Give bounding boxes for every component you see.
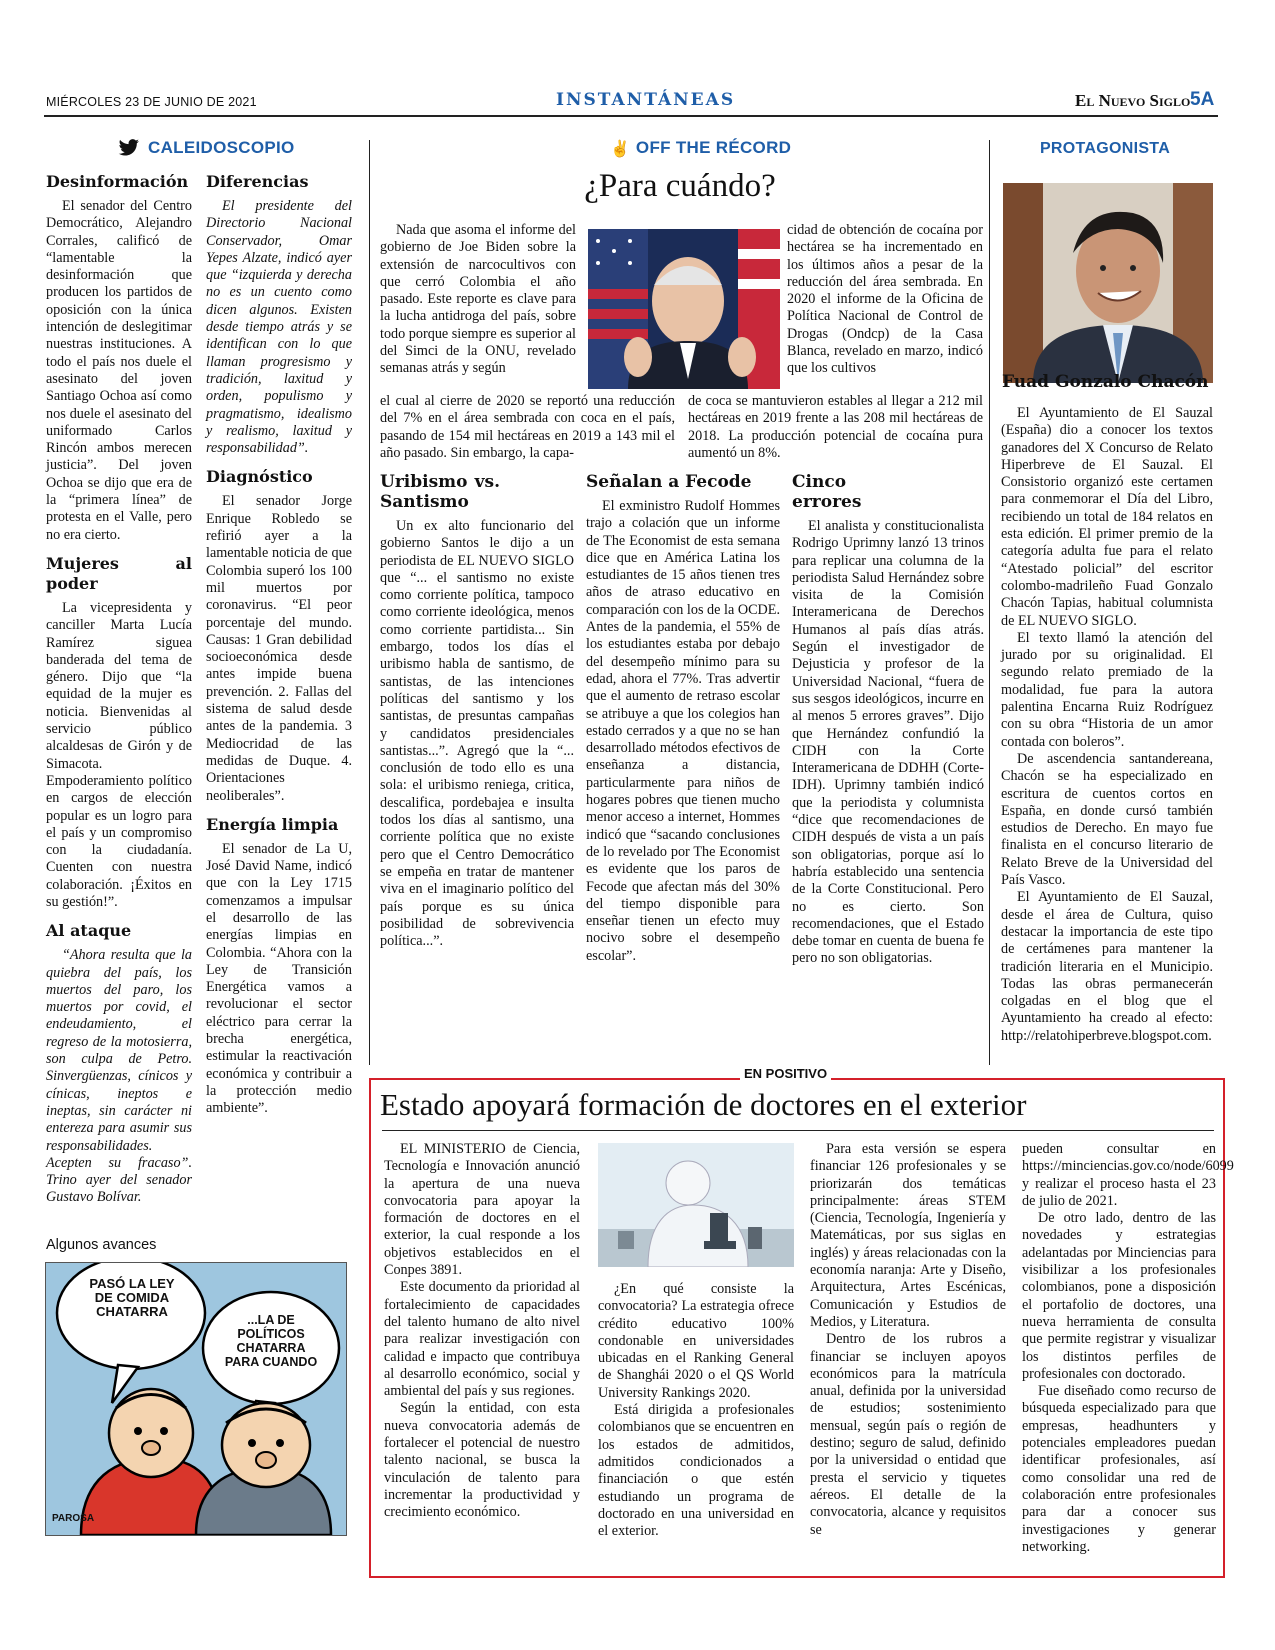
energia-heading: Energía limpia — [206, 814, 339, 834]
en-positivo-c1-p3: Según la entidad, con esta nueva convocatoria además de fortalecer el potencial de nuestro talento nacional, se busca la vinculación de talento para incrementar la productividad y crecimiento económico. — [384, 1400, 580, 1521]
lead-text-c: el cual al cierre de 2020 se reportó una reducción del 7% en el área sembrada con coca en el país, pasando de 154 mil hectáreas en 2019 a 143 mil el año pasado. Sin embargo, la capa- — [380, 393, 675, 461]
en-positivo-col2 — [598, 1281, 794, 1540]
biden-photo — [588, 229, 780, 389]
lead-text-b: cidad de obtención de cocaína por hectárea se ha incrementado en los últimos años a pesar de la reducción del área sembrada. En 2020 el informe de la Oficina de Política Nacional de Control de Drogas (Ondcp) de la Casa Blanca, revelado en marzo, indicó que los cultivos — [787, 222, 983, 377]
column-rule-right — [989, 140, 990, 1065]
fecode-text: El exministro Rudolf Hommes trajo a colación que un informe de The Economist de esta semana dice que en América Latina los estudiantes de 15 años tienen tres años de atraso educativo en comparación con los de la OCDE. Antes de la pandemia, el 55% de los estudiantes estaba por debajo del desempeño mínimo para su edad, ahora el 77%. Tras advertir que el aumento de retraso escolar se atribuye a que los colegios han estado cerrados y a que no se han desarrollado métodos efectivos de enseñanza a distancia, particularmente para niños de hogares pobres que tienen mucho menor acceso a internet, Hommes indicó que “sacando conclusiones de lo revelado por The Economist es evidente que los paros de Fecode que afectan más del 30% del tiempo disponible para enseñar tienen un efecto muy nocivo sobre el desempeño escolar”. — [586, 498, 780, 964]
diagnostico-heading: Diagnóstico — [206, 467, 313, 487]
header-date: MIÉRCOLES 23 DE JUNIO DE 2021 — [46, 95, 257, 109]
protagonista-p4: El Ayuntamiento de El Sauzal, desde el área de Cultura, quiso destacar la importancia de este tipo de certámenes para mantener la tradición literaria en el Municipio. Todas las obras permanecerán colgadas en el blog que el Ayuntamiento ha creado al efecto: http://relatohiperbreve.blogspot.com. — [1001, 889, 1213, 1044]
mujeres-heading: Mujeres al poder — [46, 553, 192, 593]
lead-text-d: de coca se mantuvieron estables al llegar a 212 mil hectáreas en 2019 frente a las 208 mil hectáreas de 2018. La producción potencial de cocaína pura aumentó un 8%. — [688, 393, 983, 461]
en-positivo-title: Estado apoyará formación de doctores en el exterior — [380, 1087, 1027, 1122]
off-record-kicker: OFF THE RÉCORD — [635, 138, 792, 157]
cartoon-label: Algunos avances — [46, 1237, 157, 1253]
lead-text-a: Nada que asoma el informe del gobierno de Joe Biden sobre la extensión de narcocultivos con que cerró Colombia el año pasado. Este reporte es clave para la lucha antidroga del país, sobre todo porque siempre es superior al del Simci de la ONU, revelado semanas atrás y según — [380, 222, 576, 377]
uribismo-column — [380, 472, 574, 950]
protagonista-body — [1001, 405, 1213, 1045]
en-positivo-kicker: EN POSITIVO — [740, 1066, 831, 1081]
off-record-lead-c — [380, 393, 675, 462]
off-record-title: ¿Para cuándo? — [584, 168, 776, 204]
cartoon-signature: PAROSA — [52, 1513, 95, 1524]
lab-photo — [598, 1143, 794, 1267]
fecode-column — [586, 472, 780, 965]
en-positivo-col3 — [810, 1141, 1006, 1539]
off-record-lead-a — [380, 222, 576, 378]
uribismo-heading: Uribismo vs. Santismo — [380, 472, 500, 512]
protagonista-p3: De ascendencia santandereana, Chacón se ha especializado en escritura de cuentos cortos en España, en donde cursó también estudios de Derecho. En mayo fue finalista en el concurso literario de Relato Breve de la Universidad del País Vasco. — [1001, 750, 1213, 889]
en-positivo-c4-p1: pueden consultar en https://minciencias.gov.co/node/6099 y realizar el proceso hasta el 23 de julio de 2021. — [1022, 1141, 1234, 1209]
en-positivo-col4 — [1022, 1141, 1234, 1556]
caleidoscopio-col2 — [206, 166, 352, 1118]
ataque-text: “Ahora resulta que la quiebra del país, los muertos del paro, los muertos por covid, el endeudamiento, el regreso de la motosierra, son culpa de Petro. Sinvergüenzas, cínicos y cínicas, ineptos e ineptas, sin carácter ni entereza para asumir sus responsabilidades. Acepten su fracaso”. Trino ayer del senador Gustavo Bolívar. — [46, 947, 192, 1206]
en-positivo-c3-p2: Dentro de los rubros a financiar se incluyen apoyos económicos para la matrícula anual, definida por la universidad de estudios; sostenimiento mensual, según país o región de destino; seguro de salud, definido por la universidad o entidad que presta el servicio y tiquetes aéreos. El detalle de la convocatoria, alcance y requisitos se — [810, 1331, 1006, 1538]
ataque-heading: Al ataque — [46, 921, 132, 941]
en-positivo-col1 — [384, 1141, 580, 1522]
twitter-icon — [118, 139, 140, 157]
chacon-photo — [1003, 183, 1213, 383]
desinformacion-heading: Desinformación — [46, 172, 189, 191]
energia-text: El senador de La U, José David Name, indicó que con la Ley 1715 comenzamos a impulsar el desarrollo de las energías limpias en Colombia. “Ahora con la Ley de Transición Energética vamos a revolucionar el sector eléctrico para cerrar la brecha energética, estimular la reactivación económica y contribuir a la protección medio ambiente”. — [206, 840, 352, 1117]
column-rule-left — [369, 140, 370, 1065]
header-paper: El Nuevo Siglo — [1075, 91, 1191, 110]
desinformacion-text: El senador del Centro Democrático, Alejandro Corrales, calificó de “lamentable la desinformación que producen los partidos de oposición con la única intención de deslegitimar nuestras instituciones. A todo el país nos duele el asesinato del joven Santiago Ochoa así como nos duele el asesinato del uniformado Carlos Rincón ambos merecen justicia”. Del joven Ochoa se dijo que era de la “primera línea” de protesta en el Valle, pero no era cierto. — [46, 198, 192, 543]
hand-icon: ✌ — [610, 138, 630, 158]
mujeres-text: La vicepresidenta y canciller Marta Lucía Ramírez siguea banderada del tema de género. Dijo que “la equidad de la mujer es noticia. Bienvenidas al servicio público alcaldesas de Girón y de Simacota. Empoderamiento político en cargos de elección popular es un logro para el país y un compromiso con la ciudadanía. Cuenten con nuestra colaboración. ¡Éxitos en su gestión!”. — [46, 599, 192, 910]
en-positivo-c1-p1: EL MINISTERIO de Ciencia, Tecnología e Innovación anunció la apertura de una nueva convocatoria para apoyar la formación de doctores en el exterior, la cual responde a los objetivos establecidos en el Conpes 3891. — [384, 1141, 580, 1279]
caleidoscopio-kicker-wrap — [118, 138, 295, 158]
cartoon-bubble-2: ...LA DE POLÍTICOS CHATARRA PARA CUANDO — [224, 1313, 318, 1369]
diferencias-text: El presidente del Directorio Nacional Conservador, Omar Yepes Alzate, indicó ayer que “izquierda y derecha no es un cuento como dicen algunos. Existen desde tiempo atrás y se identifican con lo que llaman progresismo y tradición, laxitud y orden, populismo y pragmatismo, idealismo y realismo, laxitud y responsabilidad”. — [206, 198, 352, 457]
off-record-kicker-wrap — [610, 138, 791, 158]
errores-column — [792, 472, 984, 968]
en-positivo-c2-p2: Está dirigida a profesionales colombianos que se encuentren en los estados de admitidos, admitidos condicionados a financiación o que estén estudiando un programa de doctorado en una universidad en el exterior. — [598, 1402, 794, 1540]
en-positivo-c1-p2: Este documento da prioridad al fortalecimiento de capacidades del talento humano de alto nivel para realizar investigación con calidad e impacto que contribuya al desarrollo económico, social y ambiental del país y sus regiones. — [384, 1279, 580, 1400]
cartoon — [45, 1262, 347, 1536]
fecode-heading: Señalan a Fecode — [586, 472, 752, 492]
en-positivo-title-rule — [382, 1130, 1214, 1131]
header-section: INSTANTÁNEAS — [556, 90, 736, 110]
en-positivo-c4-p3: Fue diseñado como recurso de búsqueda especializado para que empresas, headhunters y potenciales empleadores puedan identificar profesionales, así como consolidar una red de colaboración entre profesionales para dar a conocer sus investigaciones y generar networking. — [1022, 1383, 1216, 1555]
off-record-lead-b — [787, 222, 983, 378]
header-page: 5A — [1190, 89, 1215, 110]
protagonista-name: Fuad Gonzalo Chacón — [1002, 372, 1209, 392]
diferencias-heading: Diferencias — [206, 172, 309, 191]
cartoon-bubble-1: PASÓ LA LEY DE COMIDA CHATARRA — [89, 1276, 175, 1319]
en-positivo-c3-p1: Para esta versión se espera financiar 126 profesionales y se priorizarán dos temáticas principalmente: áreas STEM (Ciencia, Tecnología, Ingeniería y Matemáticas, por sus siglas en inglés) y áreas relacionadas con la economía naranja: Arte y Diseño, Arquitectura, Artes Escénicas, Comunicación y Estudios de Medios, y Literatura. — [810, 1141, 1006, 1330]
protagonista-p2: El texto llamó la atención del jurado por su originalidad. El segundo relato premiado de la modalidad, fue para la autora palentina Encarna Ruiz Rodríguez con su obra “Historia de un amor contada con boleros”. — [1001, 629, 1213, 750]
diagnostico-text: El senador Jorge Enrique Robledo se refirió ayer a la lamentable noticia de que Colombia superó los 100 mil muertos por coronavirus. “El peor porcentaje del mundo. Causas: 1 Gran debilidad socioeconómica desde antes impide buena prevención. 2. Fallas del sistema de salud desde antes de la pandemia. 3 Mediocridad de las medidas de Duque. 4. Orientaciones neoliberales”. — [206, 493, 352, 804]
protagonista-p1: El Ayuntamiento de El Sauzal (España) dio a conocer los textos ganadores del X Concurso de Relato Hiperbreve de El Sauzal. El Consistorio organizó este certamen para conmemorar el Día del Libro, recibiendo un total de 184 relatos en esta edición. El primer premio de la categoría adulta fue para el relato “Atestado policial” del escritor colombo-madrileño Fuad Gonzalo Chacón Tapias, habitual columnista de EL NUEVO SIGLO. — [1001, 405, 1213, 629]
uribismo-text: Un ex alto funcionario del gobierno Santos le dijo a un periodista de EL NUEVO SIGLO que “... el santismo no existe como corriente política, tampoco como corriente ideológica, menos como corriente partidista... Sin embargo, todos los días el uribismo habla de santismo, de santistas, de las intenciones políticas del santismo y los santistas, de presuntas campañas y candidatos presidenciales santistas...”. Agregó que la “... conclusión de todo ello es una sola: el uribismo reniega, critica, descalifica, pordebajea e insulta todos los días al santismo, una corriente política que no existe pero que el Centro Democrático se empeña en tratar de mantener viva en el imaginario político del país porque es su única posibilidad de sobrevivencia política...”. — [380, 518, 574, 950]
caleidoscopio-kicker: CALEIDOSCOPIO — [148, 138, 295, 157]
errores-heading: Cinco errores — [792, 472, 862, 512]
en-positivo-c2-p1: ¿En qué consiste la convocatoria? La estrategia ofrece crédito educativo 100% condonable en universidades ubicadas en el Ranking General de Shanghái 2020 o el QS World University Rankings 2020. — [598, 1281, 794, 1401]
errores-text: El analista y constitucionalista Rodrigo Uprimny lanzó 13 trinos para replicar una columna de la periodista Salud Hernández sobre visita de la Comisión Interamericana de Derechos Humanos al país días atrás. Según el investigador de Dejusticia y profesor de la Universidad Nacional, “fuera de sus sesgos ideológicos, incurre en al menos 5 errores graves”. Dijo que Hernández confundió la CIDH con la Corte Interamericana de DDHH (Corte-IDH). Uprimny también indicó que la periodista y columnista “dice que recomendaciones de CIDH después de vista a un país son obligatorias, porque así lo habría establecido una sentencia de la Corte Constitucional. Pero no es cierto. Son recomendaciones, que el Estado debe tomar en cuenta de buena fe pero no son obligatorias. — [792, 518, 984, 967]
off-record-lead-d — [688, 393, 983, 462]
header-rule — [44, 115, 1218, 117]
protagonista-kicker: PROTAGONISTA — [1039, 140, 1171, 157]
en-positivo-c4-p2: De otro lado, dentro de las novedades y estrategias adelantadas por Minciencias para visibilizar a los profesionales colombianos, pone a disposición el portafolio de doctores, una nueva herramienta de consulta que permite registrar y visualizar los distintos perfiles de profesionales con doctorado. — [1022, 1210, 1216, 1382]
caleidoscopio-col1 — [46, 166, 192, 1207]
